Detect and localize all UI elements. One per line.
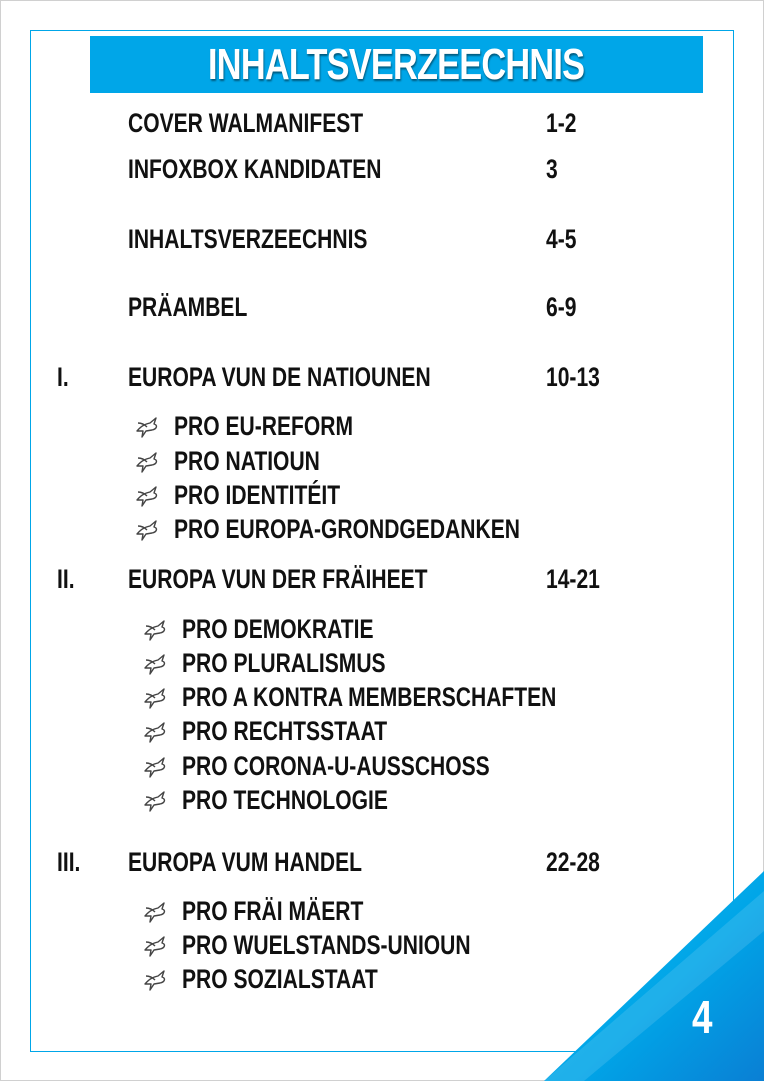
- dove-icon: [142, 900, 168, 924]
- entry-pages: 1-2: [546, 108, 577, 138]
- corner-triangle: [544, 871, 764, 1081]
- dove-icon: [142, 789, 168, 813]
- section-pages: 22-28: [546, 847, 600, 877]
- dove-icon: [142, 968, 168, 992]
- entry-label: PRÄAMBEL: [128, 292, 248, 322]
- subitem-label: PRO TECHNOLOGIE: [182, 785, 388, 815]
- toc-entry: [0, 154, 764, 188]
- subitem-label: PRO EUROPA-GRONDGEDANKEN: [174, 514, 520, 544]
- toc-section: [0, 564, 764, 598]
- section-number: III.: [57, 847, 81, 877]
- subitem-label: PRO RECHTSSTAAT: [182, 716, 388, 746]
- entry-pages: 3: [546, 154, 558, 184]
- section-label: EUROPA VUM HANDEL: [128, 847, 363, 877]
- toc-entry: [0, 108, 764, 142]
- toc-entry: [0, 292, 764, 326]
- entry-label: INFOXBOX KANDIDATEN: [128, 154, 382, 184]
- dove-icon: [142, 755, 168, 779]
- dove-icon: [142, 618, 168, 642]
- dove-icon: [134, 518, 160, 542]
- subitem-label: PRO SOZIALSTAAT: [182, 964, 378, 994]
- entry-pages: 4-5: [546, 224, 577, 254]
- subitem-label: PRO DEMOKRATIE: [182, 614, 374, 644]
- dove-icon: [142, 934, 168, 958]
- subitem-label: PRO NATIOUN: [174, 446, 320, 476]
- toc-entry: [0, 224, 764, 258]
- toc-section: [0, 362, 764, 396]
- subitem-label: PRO FRÄI MÄERT: [182, 896, 364, 926]
- dove-icon: [134, 415, 160, 439]
- section-pages: 10-13: [546, 362, 600, 392]
- section-label: EUROPA VUN DE NATIOUNEN: [128, 362, 431, 392]
- subitem-label: PRO A KONTRA MEMBERSCHAFTEN: [182, 682, 557, 712]
- section-number: I.: [57, 362, 69, 392]
- dove-icon: [134, 484, 160, 508]
- title-banner: [90, 36, 703, 93]
- page-title: INHALTSVERZEECHNIS: [208, 39, 585, 89]
- entry-label: INHALTSVERZEECHNIS: [128, 224, 368, 254]
- entry-pages: 6-9: [546, 292, 577, 322]
- dove-icon: [134, 450, 160, 474]
- section-number: II.: [57, 564, 75, 594]
- section-pages: 14-21: [546, 564, 600, 594]
- section-label: EUROPA VUN DER FRÄIHEET: [128, 564, 428, 594]
- subitem-label: PRO IDENTITÉIT: [174, 480, 341, 510]
- subitem-label: PRO WUELSTANDS-UNIOUN: [182, 930, 471, 960]
- dove-icon: [142, 686, 168, 710]
- page-number: 4: [692, 991, 713, 1043]
- dove-icon: [142, 720, 168, 744]
- subitem-label: PRO EU-REFORM: [174, 411, 354, 441]
- dove-icon: [142, 652, 168, 676]
- subitem-label: PRO CORONA-U-AUSSCHOSS: [182, 751, 490, 781]
- subitem-label: PRO PLURALISMUS: [182, 648, 386, 678]
- entry-label: COVER WALMANIFEST: [128, 108, 364, 138]
